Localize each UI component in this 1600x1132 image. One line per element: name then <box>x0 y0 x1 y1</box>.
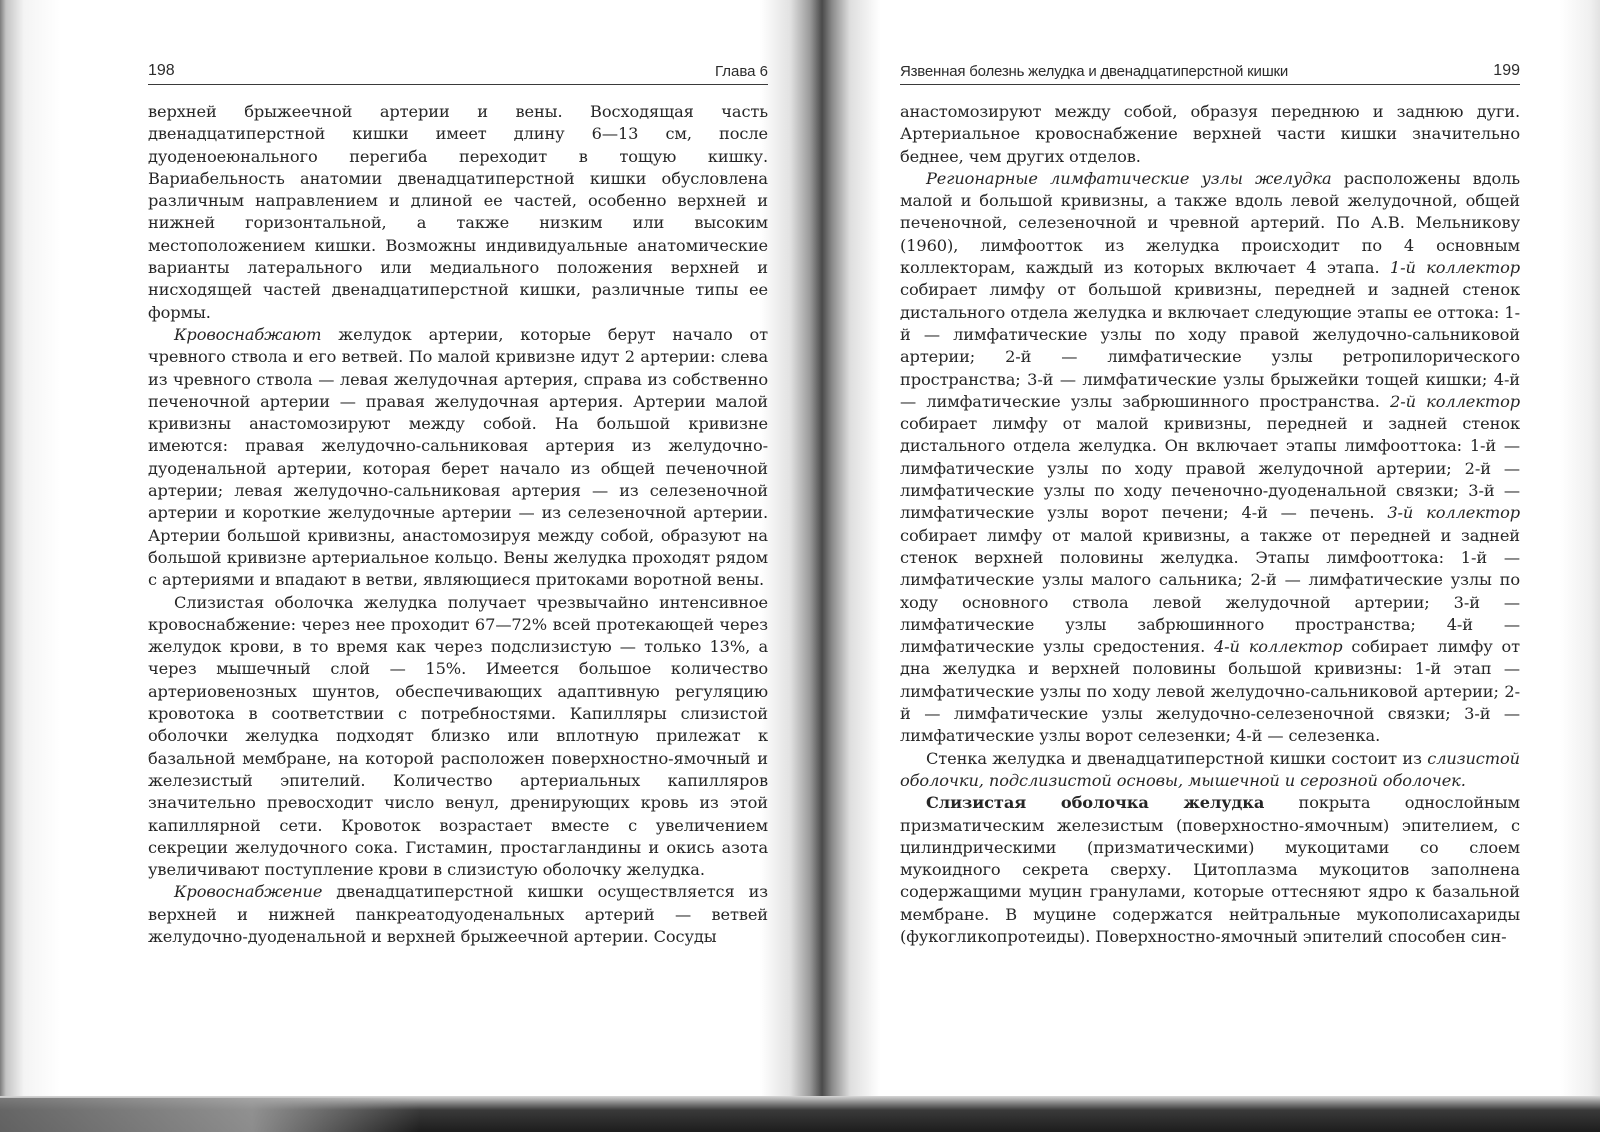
italic-text: Кровоснабжают <box>174 324 322 344</box>
text-run: Слизистая оболочка желудка получает чрезвычайно интенсивное кровоснабжение: через нее проходит 67—72% всей протекающей через желудок крови, в то время как через подслизистую — только 13%, а через мышечный слой — 15%. Имеется большое количество артериовенозных шунтов, обеспечивающих адаптивную регуляцию кровотока в соответствии с потребностями. Капилляры слизистой оболочки желудка подходят близко или вплотную прилежат к базальной мембране, на которой расположен поверхностно-ямочный и железистый эпителий. Количество артериальных капилляров значительно превосходит число венул, дренирующих кровь из этой капиллярной сети. Кровоток возрастает вместе с увеличением секреции желудочного сока. Гистамин, простагландины и окись азота увеличивают поступление крови в слизистую оболочку желудка. <box>148 592 768 880</box>
text-run: собирает лимфу от дна желудка и верхней половины большой кривизны: 1-й этап — лимфатические узлы по ходу левой желудочно-сальниковой артерии; 2-й — лимфатические узлы желудочно-селезеночной связки; 3-й — лимфатические узлы ворот селезенки; 4-й — селезенка. <box>900 637 1520 746</box>
paragraph <box>900 792 1520 948</box>
left-page-body <box>148 101 768 948</box>
italic-text: 4-й коллектор <box>1213 637 1343 657</box>
text-run: двенадцатиперстной кишки осуществляется из верхней и нижней панкреатодуоденальных артерий — ветвей желудочно-дуоденальной и верхней брыжеечной артерии. Сосуды <box>148 882 768 946</box>
italic-text: 1-й коллектор <box>1389 258 1520 278</box>
text-run: собирает лимфу от малой кривизны, передней и задней стенок дистального отдела желудка. Он включает этапы лимфооттока: 1-й — лимфатические узлы по ходу правой желудочной артерии; 2-й — лимфатические узлы по ходу печеночно-дуоденальной связки; 3-й — лимфатические узлы ворот печени; 4-й — печень. <box>900 414 1520 523</box>
text-run: желудок артерии, которые берут начало от чревного ствола и его ветвей. По малой кривизне идут 2 артерии: слева из чревного ствола — левая желудочная артерия, справа из собственно печеночной артерии — правая желудочная артерия. Артерии малой кривизны анастомозируют между собой. На большой кривизне имеются: правая желудочно-сальниковая артерия из желудочно-дуоденальной артерии, которая берет начало из общей печеночной артерии; левая желудочно-сальниковая артерия — из селезеночной артерии и короткие желудочные артерии — из селезеночной артерии. Артерии большой кривизны, анастомозируя между собой, образуют на большой кривизне артериальное кольцо. Вены желудка проходят рядом с артериями и впадают в ветви, являющиеся притоками воротной вены. <box>148 324 768 590</box>
running-head-left <box>148 58 768 85</box>
paragraph <box>900 748 1520 793</box>
scan-shadow <box>0 1098 420 1132</box>
right-page-body <box>900 101 1520 948</box>
text-run: верхней брыжеечной артерии и вены. Восходящая часть двенадцатиперстной кишки имеет длину 6—13 см, после дуоденоеюнального перегиба переходит в тощую кишку. Вариабельность анатомии двенадцатиперстной кишки обусловлена различным направлением и длиной ее частей, особенно верхней и нижней горизонтальной, а также низким или высоким местоположением кишки. Возможны индивидуальные анатомические варианты латерального или медиального положения верхней и нисходящей частей двенадцатиперстной кишки, различные типы ее формы. <box>148 102 768 322</box>
paragraph <box>148 324 768 592</box>
bold-text: Слизистая оболочка желудка <box>926 793 1265 813</box>
paragraph <box>900 168 1520 748</box>
right-page <box>900 58 1520 948</box>
text-run: анастомозируют между собой, образуя переднюю и заднюю дуги. Артериальное кровоснабжение верхней части кишки значительно беднее, чем других отделов. <box>900 102 1520 166</box>
section-title: Язвенная болезнь желудка и двенадцатиперстной кишки <box>900 63 1289 80</box>
text-run: покрыта однослойным призматическим железистым (поверхностно-ямочным) эпителием, с цилиндрическими (призматическими) мукоцитами со слоем мукоидного секрета сверху. Цитоплазма мукоцитов заполнена содержащими муцин гранулами, которые оттесняют ядро к базальной мембране. В муцине содержатся нейтральные мукополисахариды (фукогликопротеиды). Поверхностно-ямочный эпителий способен син- <box>900 793 1520 946</box>
paragraph <box>148 881 768 948</box>
italic-text: Регионарные лимфатические узлы желудка <box>926 168 1332 188</box>
left-page <box>148 58 768 948</box>
italic-text: слизистой оболочки, подслизистой основы, мышечной и серозной оболочек. <box>900 748 1520 790</box>
text-run: собирает лимфу от большой кривизны, передней и задней стенок дистального отдела желудка и включает следующие этапы ее оттока: 1-й — лимфатические узлы по ходу правой желудочно-сальниковой артерии; 2-й — лимфатические узлы ретропилорического пространства; 3-й — лимфатические узлы брыжейки тощей кишки; 4-й — лимфатические узлы забрюшинного пространства. <box>900 280 1520 411</box>
text-run: расположены вдоль малой и большой кривизны, а также вдоль левой желудочной, общей печеночной, селезеночной и чревной артерий. По А.В. Мельникову (1960), лимфоотток из желудка происходит по 4 основным коллекторам, каждый из которых включает 4 этапа. <box>900 168 1520 278</box>
italic-text: 2-й коллектор <box>1390 391 1520 411</box>
italic-text: 3-й коллектор <box>1387 503 1520 523</box>
italic-text: Кровоснабжение <box>174 882 323 902</box>
paragraph <box>148 101 768 324</box>
running-head-right <box>900 58 1520 85</box>
text-run: собирает лимфу от малой кривизны, а также от передней и задней стенок верхней половины желудка. Этапы лимфооттока: 1-й — лимфатические узлы малого сальника; 2-й — лимфатические узлы по ходу основного ствола левой желудочной артерии; 3-й — лимфатические узлы забрюшинного пространства; 4-й — лимфатические узлы средостения. <box>900 525 1520 657</box>
paragraph <box>900 101 1520 168</box>
page-number: 198 <box>148 62 175 79</box>
paragraph <box>148 592 768 882</box>
text-run: Стенка желудка и двенадцатиперстной кишки состоит из <box>926 748 1428 768</box>
chapter-title: Глава 6 <box>714 63 768 80</box>
page-number: 199 <box>1493 62 1520 79</box>
